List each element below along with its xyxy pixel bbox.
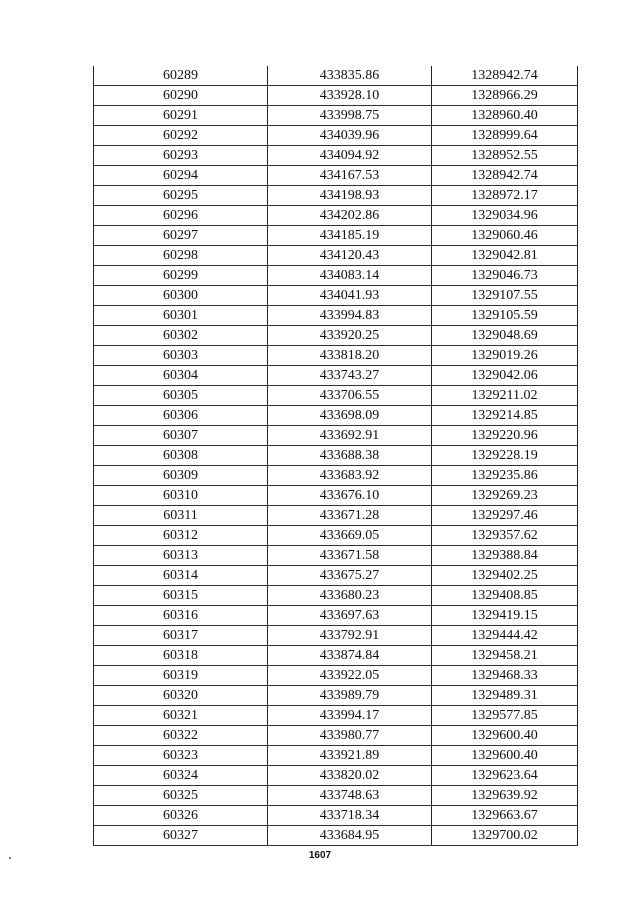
y-coordinate-cell: 1328960.40 [432, 106, 578, 126]
table-row [94, 66, 578, 86]
x-coordinate-cell: 433683.92 [268, 466, 432, 486]
point-id-cell: 60311 [94, 506, 268, 526]
point-id-cell: 60293 [94, 146, 268, 166]
table-row [94, 626, 578, 646]
x-coordinate-cell: 433697.63 [268, 606, 432, 626]
table-row [94, 386, 578, 406]
table-row [94, 326, 578, 346]
x-coordinate-cell: 434167.53 [268, 166, 432, 186]
point-id-cell: 60320 [94, 686, 268, 706]
y-coordinate-cell: 1329042.06 [432, 366, 578, 386]
x-coordinate-cell: 434202.86 [268, 206, 432, 226]
y-coordinate-cell: 1329211.02 [432, 386, 578, 406]
point-id-cell: 60307 [94, 426, 268, 446]
table-row [94, 86, 578, 106]
table-row [94, 546, 578, 566]
point-id-cell: 60300 [94, 286, 268, 306]
table-row [94, 646, 578, 666]
x-coordinate-cell: 433792.91 [268, 626, 432, 646]
table-row [94, 506, 578, 526]
x-coordinate-cell: 433748.63 [268, 786, 432, 806]
x-coordinate-cell: 433994.17 [268, 706, 432, 726]
point-id-cell: 60317 [94, 626, 268, 646]
y-coordinate-cell: 1329577.85 [432, 706, 578, 726]
x-coordinate-cell: 433989.79 [268, 686, 432, 706]
y-coordinate-cell: 1328966.29 [432, 86, 578, 106]
y-coordinate-cell: 1329034.96 [432, 206, 578, 226]
table-row [94, 166, 578, 186]
y-coordinate-cell: 1329700.02 [432, 826, 578, 846]
y-coordinate-cell: 1329639.92 [432, 786, 578, 806]
point-id-cell: 60312 [94, 526, 268, 546]
point-id-cell: 60314 [94, 566, 268, 586]
y-coordinate-cell: 1329663.67 [432, 806, 578, 826]
y-coordinate-cell: 1329048.69 [432, 326, 578, 346]
table-row [94, 306, 578, 326]
point-id-cell: 60319 [94, 666, 268, 686]
y-coordinate-cell: 1329269.23 [432, 486, 578, 506]
point-id-cell: 60324 [94, 766, 268, 786]
point-id-cell: 60302 [94, 326, 268, 346]
table-row [94, 246, 578, 266]
point-id-cell: 60301 [94, 306, 268, 326]
table-row [94, 806, 578, 826]
x-coordinate-cell: 433835.86 [268, 66, 432, 86]
y-coordinate-cell: 1329623.64 [432, 766, 578, 786]
point-id-cell: 60326 [94, 806, 268, 826]
y-coordinate-cell: 1329388.84 [432, 546, 578, 566]
table-row [94, 486, 578, 506]
x-coordinate-cell: 433676.10 [268, 486, 432, 506]
table-row [94, 346, 578, 366]
y-coordinate-cell: 1328999.64 [432, 126, 578, 146]
x-coordinate-cell: 434198.93 [268, 186, 432, 206]
coordinate-table [93, 66, 578, 846]
x-coordinate-cell: 433980.77 [268, 726, 432, 746]
point-id-cell: 60290 [94, 86, 268, 106]
table-row [94, 226, 578, 246]
x-coordinate-cell: 433669.05 [268, 526, 432, 546]
point-id-cell: 60296 [94, 206, 268, 226]
y-coordinate-cell: 1328942.74 [432, 166, 578, 186]
y-coordinate-cell: 1328942.74 [432, 66, 578, 86]
table-row [94, 186, 578, 206]
point-id-cell: 60295 [94, 186, 268, 206]
y-coordinate-cell: 1329402.25 [432, 566, 578, 586]
table-row [94, 766, 578, 786]
point-id-cell: 60298 [94, 246, 268, 266]
x-coordinate-cell: 433998.75 [268, 106, 432, 126]
y-coordinate-cell: 1328972.17 [432, 186, 578, 206]
x-coordinate-cell: 433671.58 [268, 546, 432, 566]
y-coordinate-cell: 1329297.46 [432, 506, 578, 526]
y-coordinate-cell: 1329060.46 [432, 226, 578, 246]
x-coordinate-cell: 433692.91 [268, 426, 432, 446]
table-row [94, 106, 578, 126]
point-id-cell: 60304 [94, 366, 268, 386]
x-coordinate-cell: 433684.95 [268, 826, 432, 846]
table-row [94, 566, 578, 586]
point-id-cell: 60294 [94, 166, 268, 186]
table-row [94, 826, 578, 846]
table-row [94, 286, 578, 306]
y-coordinate-cell: 1329220.96 [432, 426, 578, 446]
table-row [94, 366, 578, 386]
point-id-cell: 60291 [94, 106, 268, 126]
point-id-cell: 60318 [94, 646, 268, 666]
point-id-cell: 60306 [94, 406, 268, 426]
table-body [94, 66, 578, 846]
y-coordinate-cell: 1329046.73 [432, 266, 578, 286]
x-coordinate-cell: 433688.38 [268, 446, 432, 466]
table-row [94, 126, 578, 146]
x-coordinate-cell: 433718.34 [268, 806, 432, 826]
y-coordinate-cell: 1328952.55 [432, 146, 578, 166]
y-coordinate-cell: 1329444.42 [432, 626, 578, 646]
y-coordinate-cell: 1329107.55 [432, 286, 578, 306]
y-coordinate-cell: 1329042.81 [432, 246, 578, 266]
table-row [94, 466, 578, 486]
table-row [94, 726, 578, 746]
table-row [94, 666, 578, 686]
y-coordinate-cell: 1329600.40 [432, 746, 578, 766]
x-coordinate-cell: 433820.02 [268, 766, 432, 786]
point-id-cell: 60325 [94, 786, 268, 806]
point-id-cell: 60305 [94, 386, 268, 406]
x-coordinate-cell: 433680.23 [268, 586, 432, 606]
x-coordinate-cell: 434083.14 [268, 266, 432, 286]
point-id-cell: 60322 [94, 726, 268, 746]
table-row [94, 206, 578, 226]
point-id-cell: 60327 [94, 826, 268, 846]
table-row [94, 426, 578, 446]
table-row [94, 686, 578, 706]
y-coordinate-cell: 1329357.62 [432, 526, 578, 546]
table-row [94, 266, 578, 286]
y-coordinate-cell: 1329228.19 [432, 446, 578, 466]
y-coordinate-cell: 1329019.26 [432, 346, 578, 366]
point-id-cell: 60315 [94, 586, 268, 606]
point-id-cell: 60308 [94, 446, 268, 466]
y-coordinate-cell: 1329214.85 [432, 406, 578, 426]
point-id-cell: 60297 [94, 226, 268, 246]
y-coordinate-cell: 1329600.40 [432, 726, 578, 746]
table-row [94, 146, 578, 166]
table-row [94, 526, 578, 546]
point-id-cell: 60313 [94, 546, 268, 566]
point-id-cell: 60309 [94, 466, 268, 486]
x-coordinate-cell: 433671.28 [268, 506, 432, 526]
point-id-cell: 60310 [94, 486, 268, 506]
x-coordinate-cell: 433818.20 [268, 346, 432, 366]
table-row [94, 786, 578, 806]
x-coordinate-cell: 433706.55 [268, 386, 432, 406]
y-coordinate-cell: 1329468.33 [432, 666, 578, 686]
point-id-cell: 60316 [94, 606, 268, 626]
y-coordinate-cell: 1329235.86 [432, 466, 578, 486]
table-row [94, 746, 578, 766]
x-coordinate-cell: 433675.27 [268, 566, 432, 586]
y-coordinate-cell: 1329489.31 [432, 686, 578, 706]
point-id-cell: 60289 [94, 66, 268, 86]
point-id-cell: 60292 [94, 126, 268, 146]
x-coordinate-cell: 433874.84 [268, 646, 432, 666]
page-number: 1607 [308, 850, 332, 861]
table-row [94, 406, 578, 426]
x-coordinate-cell: 433994.83 [268, 306, 432, 326]
x-coordinate-cell: 433928.10 [268, 86, 432, 106]
x-coordinate-cell: 434041.93 [268, 286, 432, 306]
y-coordinate-cell: 1329105.59 [432, 306, 578, 326]
x-coordinate-cell: 433698.09 [268, 406, 432, 426]
point-id-cell: 60323 [94, 746, 268, 766]
scan-speck [9, 857, 11, 859]
point-id-cell: 60303 [94, 346, 268, 366]
table-row [94, 446, 578, 466]
table-row [94, 586, 578, 606]
x-coordinate-cell: 434039.96 [268, 126, 432, 146]
y-coordinate-cell: 1329458.21 [432, 646, 578, 666]
point-id-cell: 60321 [94, 706, 268, 726]
x-coordinate-cell: 433922.05 [268, 666, 432, 686]
x-coordinate-cell: 433743.27 [268, 366, 432, 386]
y-coordinate-cell: 1329419.15 [432, 606, 578, 626]
table-row [94, 606, 578, 626]
point-id-cell: 60299 [94, 266, 268, 286]
table-row [94, 706, 578, 726]
y-coordinate-cell: 1329408.85 [432, 586, 578, 606]
x-coordinate-cell: 434120.43 [268, 246, 432, 266]
x-coordinate-cell: 434185.19 [268, 226, 432, 246]
x-coordinate-cell: 433920.25 [268, 326, 432, 346]
x-coordinate-cell: 434094.92 [268, 146, 432, 166]
x-coordinate-cell: 433921.89 [268, 746, 432, 766]
